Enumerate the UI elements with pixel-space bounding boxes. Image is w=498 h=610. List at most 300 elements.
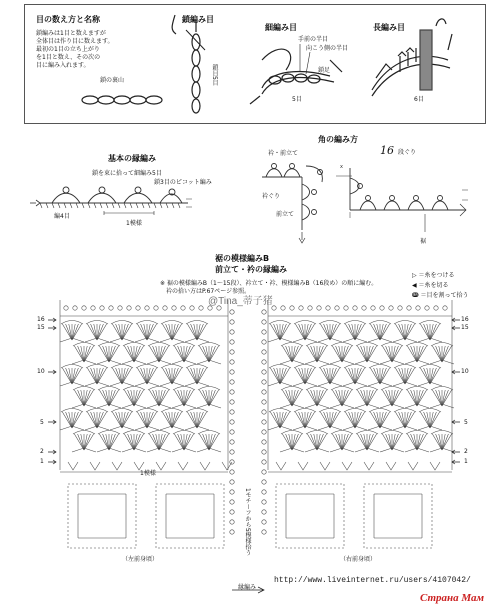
left-stitch bbox=[64, 306, 68, 310]
edging-picot bbox=[262, 460, 266, 464]
row-num-left-1: 1 bbox=[40, 458, 44, 465]
edging-picot bbox=[230, 500, 234, 504]
right-stitch bbox=[281, 306, 285, 310]
right-stitch bbox=[331, 431, 353, 435]
row-arrow-icon bbox=[452, 450, 460, 454]
edging-picot bbox=[262, 490, 266, 494]
left-stitch bbox=[66, 368, 72, 384]
right-stitch bbox=[411, 346, 417, 362]
left-stitch bbox=[109, 306, 113, 310]
edging-picot bbox=[262, 380, 266, 384]
intro-line-1: 鎖編みは1目と数えますが bbox=[36, 30, 106, 37]
right-stitch bbox=[406, 343, 428, 347]
right-stitch bbox=[308, 306, 312, 310]
right-stitch bbox=[299, 324, 305, 340]
row-num-right-15: 15 bbox=[461, 324, 469, 331]
site-logo: Страна Мам bbox=[420, 592, 485, 604]
left-stitch bbox=[66, 412, 72, 428]
left-stitch bbox=[153, 346, 159, 362]
left-stitch bbox=[98, 343, 120, 347]
left-stitch bbox=[153, 434, 159, 450]
left-stitch bbox=[78, 346, 84, 362]
right-stitch bbox=[381, 343, 403, 347]
right-stitch bbox=[294, 365, 316, 369]
right-stitch bbox=[269, 365, 291, 369]
right-stitch bbox=[344, 321, 366, 325]
left-stitch bbox=[173, 431, 195, 435]
left-stitch bbox=[134, 434, 140, 450]
left-stitch bbox=[209, 390, 215, 406]
left-stitch bbox=[97, 368, 103, 384]
corner-num-hand: 16 bbox=[380, 144, 394, 157]
left-stitch bbox=[100, 306, 104, 310]
left-stitch bbox=[123, 431, 145, 435]
right-stitch bbox=[349, 368, 355, 384]
bottom-left-label: （左前身頃） bbox=[122, 556, 159, 563]
right-stitch bbox=[381, 431, 403, 435]
right-stitch bbox=[331, 343, 353, 347]
left-stitch bbox=[109, 390, 115, 406]
right-stitch bbox=[299, 412, 305, 428]
site-url: http://www.liveinternet.ru/users/4107042/ bbox=[274, 576, 471, 585]
left-stitch bbox=[197, 368, 203, 384]
row-arrow-icon bbox=[48, 450, 56, 454]
left-stitch bbox=[109, 434, 115, 450]
legend-split-label: ＝目を割って拾う bbox=[420, 292, 469, 299]
edging-picot bbox=[230, 360, 234, 364]
left-stitch bbox=[198, 387, 220, 391]
left-stitch bbox=[91, 412, 97, 428]
right-stitch bbox=[364, 462, 374, 470]
left-stitch bbox=[118, 306, 122, 310]
right-stitch bbox=[442, 346, 448, 362]
right-stitch bbox=[331, 387, 353, 391]
left-stitch bbox=[111, 365, 133, 369]
right-stitch bbox=[374, 412, 380, 428]
basic-edge-join-note: 鎖を束に拾って細編み5目 bbox=[92, 170, 162, 177]
right-stitch bbox=[317, 346, 323, 362]
edging-picot bbox=[262, 500, 266, 504]
left-stitch bbox=[66, 324, 72, 340]
right-stitch bbox=[311, 390, 317, 406]
left-stitch bbox=[172, 412, 178, 428]
left-stitch bbox=[178, 462, 188, 470]
left-stitch bbox=[184, 434, 190, 450]
right-stitch bbox=[398, 306, 402, 310]
right-stitch bbox=[326, 306, 330, 310]
edging-picot bbox=[230, 380, 234, 384]
right-stitch bbox=[292, 346, 298, 362]
right-stitch bbox=[394, 321, 416, 325]
edging-picot bbox=[262, 320, 266, 324]
edging-picot bbox=[262, 370, 266, 374]
left-stitch bbox=[191, 324, 197, 340]
right-stitch bbox=[311, 434, 317, 450]
svg-text:x: x bbox=[340, 164, 343, 170]
right-stitch bbox=[274, 412, 280, 428]
left-stitch bbox=[84, 390, 90, 406]
left-stitch bbox=[166, 324, 172, 340]
right-stitch bbox=[276, 462, 286, 470]
left-stitch bbox=[123, 387, 145, 391]
right-stitch bbox=[425, 306, 429, 310]
left-stitch bbox=[184, 346, 190, 362]
right-stitch bbox=[281, 387, 303, 391]
left-stitch bbox=[190, 306, 194, 310]
edging-picot bbox=[262, 430, 266, 434]
edging-picot bbox=[230, 440, 234, 444]
left-stitch bbox=[134, 346, 140, 362]
left-stitch bbox=[73, 431, 95, 435]
right-stitch bbox=[330, 412, 336, 428]
right-stitch bbox=[292, 390, 298, 406]
intro-line-2: 全体目は作り目に数えます。 bbox=[36, 38, 114, 45]
legend-attach-arrow-icon: ▷ bbox=[412, 272, 417, 279]
right-stitch bbox=[280, 324, 286, 340]
right-stitch bbox=[355, 368, 361, 384]
left-stitch bbox=[122, 324, 128, 340]
right-stitch bbox=[374, 324, 380, 340]
left-panel bbox=[60, 300, 232, 548]
sc-label-count: 5目 bbox=[292, 96, 302, 103]
chain-title: 鎖編み目 bbox=[182, 15, 214, 24]
left-stitch bbox=[178, 390, 184, 406]
right-stitch bbox=[344, 306, 348, 310]
left-stitch bbox=[86, 409, 108, 413]
edging-picot bbox=[230, 350, 234, 354]
edging-picot bbox=[230, 390, 234, 394]
right-stitch bbox=[436, 434, 442, 450]
left-stitch bbox=[61, 365, 83, 369]
right-stitch bbox=[361, 390, 367, 406]
left-stitch bbox=[217, 306, 221, 310]
right-stitch bbox=[430, 412, 436, 428]
edging-picot bbox=[262, 510, 266, 514]
row-arrow-icon bbox=[452, 420, 460, 424]
right-stitch bbox=[294, 409, 316, 413]
right-stitch bbox=[431, 343, 453, 347]
left-stitch bbox=[61, 321, 83, 325]
right-stitch bbox=[443, 306, 447, 310]
left-stitch bbox=[147, 412, 153, 428]
row-num-left-10: 10 bbox=[37, 368, 45, 375]
left-stitch bbox=[178, 346, 184, 362]
left-stitch bbox=[111, 321, 133, 325]
right-stitch bbox=[406, 387, 428, 391]
edging-picot bbox=[230, 490, 234, 494]
right-stitch bbox=[407, 306, 411, 310]
left-stitch bbox=[209, 346, 215, 362]
left-stitch bbox=[203, 434, 209, 450]
left-stitch bbox=[199, 306, 203, 310]
right-stitch bbox=[419, 365, 441, 369]
edging-picot bbox=[262, 340, 266, 344]
row-arrow-icon bbox=[48, 326, 56, 330]
row-num-right-1: 1 bbox=[464, 458, 468, 465]
left-stitch bbox=[181, 306, 185, 310]
right-stitch bbox=[380, 412, 386, 428]
right-stitch bbox=[290, 306, 294, 310]
edging-picot bbox=[262, 350, 266, 354]
right-stitch bbox=[349, 412, 355, 428]
right-stitch bbox=[392, 434, 398, 450]
right-stitch bbox=[342, 390, 348, 406]
right-stitch bbox=[286, 390, 292, 406]
bottom-arrow-icon bbox=[232, 587, 264, 593]
left-stitch bbox=[122, 368, 128, 384]
corner-title: 角の編み方 bbox=[318, 135, 358, 144]
row-arrow-icon bbox=[48, 370, 56, 374]
right-stitch bbox=[386, 434, 392, 450]
right-stitch bbox=[292, 434, 298, 450]
left-stitch bbox=[141, 412, 147, 428]
right-stitch bbox=[380, 368, 386, 384]
right-stitch bbox=[355, 324, 361, 340]
row-arrow-icon bbox=[452, 460, 460, 464]
right-stitch bbox=[336, 346, 342, 362]
right-stitch bbox=[386, 462, 396, 470]
row-num-left-2: 2 bbox=[40, 448, 44, 455]
bottom-right-label: （右前身頃） bbox=[340, 556, 377, 563]
corner-left-side-label: 衿ぐり bbox=[262, 193, 281, 200]
left-stitch bbox=[159, 390, 165, 406]
left-stitch bbox=[72, 368, 78, 384]
right-stitch bbox=[424, 324, 430, 340]
edging-picot bbox=[262, 390, 266, 394]
edging-picot bbox=[230, 420, 234, 424]
right-stitch bbox=[369, 365, 391, 369]
right-stitch bbox=[416, 306, 420, 310]
left-stitch bbox=[122, 412, 128, 428]
corner-down-label: 前立て bbox=[276, 211, 295, 218]
right-stitch bbox=[317, 434, 323, 450]
left-stitch bbox=[111, 409, 133, 413]
edging-picot bbox=[262, 440, 266, 444]
right-stitch bbox=[319, 321, 341, 325]
left-stitch bbox=[209, 434, 215, 450]
left-stitch bbox=[156, 462, 166, 470]
right-stitch bbox=[386, 390, 392, 406]
intro-line-5: 目に編み入れます。 bbox=[36, 62, 90, 69]
left-stitch bbox=[136, 365, 158, 369]
right-stitch bbox=[392, 346, 398, 362]
edging-picot bbox=[230, 340, 234, 344]
left-stitch bbox=[123, 343, 145, 347]
right-stitch bbox=[424, 368, 430, 384]
right-stitch bbox=[324, 324, 330, 340]
right-stitch bbox=[272, 306, 276, 310]
right-stitch bbox=[399, 412, 405, 428]
right-stitch bbox=[411, 390, 417, 406]
left-stitch bbox=[90, 462, 100, 470]
right-stitch bbox=[320, 462, 330, 470]
right-stitch bbox=[274, 324, 280, 340]
right-stitch bbox=[344, 365, 366, 369]
right-stitch bbox=[269, 321, 291, 325]
watermark: @Tina_蒂子猪 bbox=[208, 296, 273, 307]
row-num-left-5: 5 bbox=[40, 419, 44, 426]
left-stitch bbox=[148, 387, 170, 391]
left-stitch bbox=[84, 346, 90, 362]
edging-picot bbox=[262, 450, 266, 454]
legend-attach-label: ＝糸をつける bbox=[418, 272, 455, 279]
row-arrow-icon bbox=[48, 460, 56, 464]
left-stitch bbox=[191, 368, 197, 384]
left-stitch bbox=[172, 368, 178, 384]
edging-picot bbox=[262, 330, 266, 334]
right-stitch bbox=[280, 368, 286, 384]
right-stitch bbox=[335, 306, 339, 310]
edging-picot bbox=[262, 530, 266, 534]
row-arrow-icon bbox=[48, 420, 56, 424]
left-stitch bbox=[86, 365, 108, 369]
right-stitch bbox=[342, 346, 348, 362]
left-stitch bbox=[148, 431, 170, 435]
right-stitch bbox=[442, 390, 448, 406]
chain-count: 鎖目5目 bbox=[211, 64, 218, 86]
left-stitch bbox=[161, 365, 183, 369]
right-stitch bbox=[319, 409, 341, 413]
right-stitch bbox=[355, 412, 361, 428]
left-stitch bbox=[154, 306, 158, 310]
left-stitch bbox=[72, 324, 78, 340]
left-stitch bbox=[141, 324, 147, 340]
dc-count: 6目 bbox=[414, 96, 424, 103]
dc-title: 長編み目 bbox=[373, 23, 405, 32]
basic-edge-rep-label: 1模様 bbox=[126, 220, 142, 227]
right-stitch bbox=[436, 390, 442, 406]
row-num-right-5: 5 bbox=[464, 419, 468, 426]
left-stitch bbox=[141, 368, 147, 384]
edging-picot bbox=[230, 530, 234, 534]
chain-back-label: 鎖の裏山 bbox=[100, 77, 125, 84]
right-stitch bbox=[369, 409, 391, 413]
right-panel bbox=[268, 300, 454, 548]
right-stitch bbox=[319, 365, 341, 369]
left-stitch bbox=[134, 462, 144, 470]
right-stitch bbox=[367, 434, 373, 450]
edging-picot bbox=[262, 360, 266, 364]
main-note-2: 衿の拾い方はP.67ページ参照。 bbox=[166, 288, 251, 295]
right-stitch bbox=[286, 434, 292, 450]
right-stitch bbox=[330, 368, 336, 384]
edging-picot bbox=[262, 520, 266, 524]
left-stitch bbox=[153, 390, 159, 406]
right-stitch bbox=[417, 434, 423, 450]
sc-label-front: 手前の半目 bbox=[298, 36, 329, 43]
row-arrow-icon bbox=[48, 318, 56, 322]
left-stitch bbox=[172, 324, 178, 340]
right-stitch bbox=[417, 390, 423, 406]
sc-title: 細編み目 bbox=[265, 23, 297, 32]
left-stitch bbox=[73, 387, 95, 391]
right-stitch bbox=[361, 434, 367, 450]
left-stitch bbox=[78, 390, 84, 406]
right-stitch bbox=[342, 434, 348, 450]
right-stitch bbox=[299, 368, 305, 384]
edging-picot bbox=[230, 470, 234, 474]
left-stitch bbox=[173, 387, 195, 391]
edging-picot bbox=[230, 480, 234, 484]
left-stitch bbox=[97, 324, 103, 340]
sc-label-back: 向こう側の半目 bbox=[306, 45, 349, 52]
right-stitch bbox=[305, 368, 311, 384]
main-title-1: 裾の模様編みB bbox=[215, 254, 270, 263]
left-stitch bbox=[91, 368, 97, 384]
left-stitch bbox=[112, 462, 122, 470]
right-stitch bbox=[280, 412, 286, 428]
right-stitch bbox=[356, 431, 378, 435]
right-stitch bbox=[431, 431, 453, 435]
left-stitch bbox=[178, 434, 184, 450]
left-stitch bbox=[203, 390, 209, 406]
edging-picot bbox=[230, 310, 234, 314]
corner-num-suffix: 段ぐり bbox=[398, 149, 417, 156]
left-stitch bbox=[78, 434, 84, 450]
left-stitch bbox=[98, 431, 120, 435]
edging-picot bbox=[230, 510, 234, 514]
left-stitch bbox=[136, 321, 158, 325]
left-stitch bbox=[91, 324, 97, 340]
left-stitch bbox=[191, 412, 197, 428]
right-stitch bbox=[380, 324, 386, 340]
right-stitch bbox=[405, 324, 411, 340]
left-stitch bbox=[184, 390, 190, 406]
right-stitch bbox=[408, 462, 418, 470]
edging-picot bbox=[230, 370, 234, 374]
right-stitch bbox=[294, 321, 316, 325]
left-stitch bbox=[68, 462, 78, 470]
right-stitch bbox=[306, 387, 328, 391]
left-stitch bbox=[147, 368, 153, 384]
left-stitch bbox=[166, 368, 172, 384]
right-stitch bbox=[281, 431, 303, 435]
row-arrow-icon bbox=[452, 326, 460, 330]
right-stitch bbox=[392, 390, 398, 406]
left-stitch bbox=[136, 306, 140, 310]
right-stitch bbox=[269, 409, 291, 413]
left-stitch bbox=[134, 390, 140, 406]
left-stitch bbox=[186, 321, 208, 325]
bottom-center-label: 縁編み bbox=[238, 584, 257, 591]
right-stitch bbox=[417, 346, 423, 362]
corner-row-label: 衿・前立て bbox=[268, 150, 299, 157]
left-stitch bbox=[197, 324, 203, 340]
main-title-2: 前立て・衿の縁編み bbox=[215, 265, 287, 274]
left-stitch bbox=[161, 409, 183, 413]
left-stitch bbox=[148, 343, 170, 347]
basic-edge-title: 基本の縁編み bbox=[108, 154, 156, 163]
right-stitch bbox=[362, 306, 366, 310]
right-stitch bbox=[305, 324, 311, 340]
left-stitch bbox=[198, 343, 220, 347]
right-stitch bbox=[369, 321, 391, 325]
left-stitch bbox=[73, 343, 95, 347]
right-stitch bbox=[356, 343, 378, 347]
right-stitch bbox=[430, 368, 436, 384]
right-stitch bbox=[317, 306, 321, 310]
left-stitch bbox=[159, 346, 165, 362]
intro-line-3: 最初の1目の立ち上がり bbox=[36, 46, 100, 53]
left-stitch bbox=[97, 412, 103, 428]
left-stitch bbox=[166, 412, 172, 428]
right-stitch bbox=[371, 306, 375, 310]
row-num-right-2: 2 bbox=[464, 448, 468, 455]
main-note-1: ※ 裾の模様編みB（1〜15段）、衿立て・衿、模様編みB（16段め）の順に編む。 bbox=[160, 280, 378, 287]
left-stitch bbox=[198, 431, 220, 435]
row-arrow-icon bbox=[452, 318, 460, 322]
edging-strips bbox=[230, 310, 266, 534]
